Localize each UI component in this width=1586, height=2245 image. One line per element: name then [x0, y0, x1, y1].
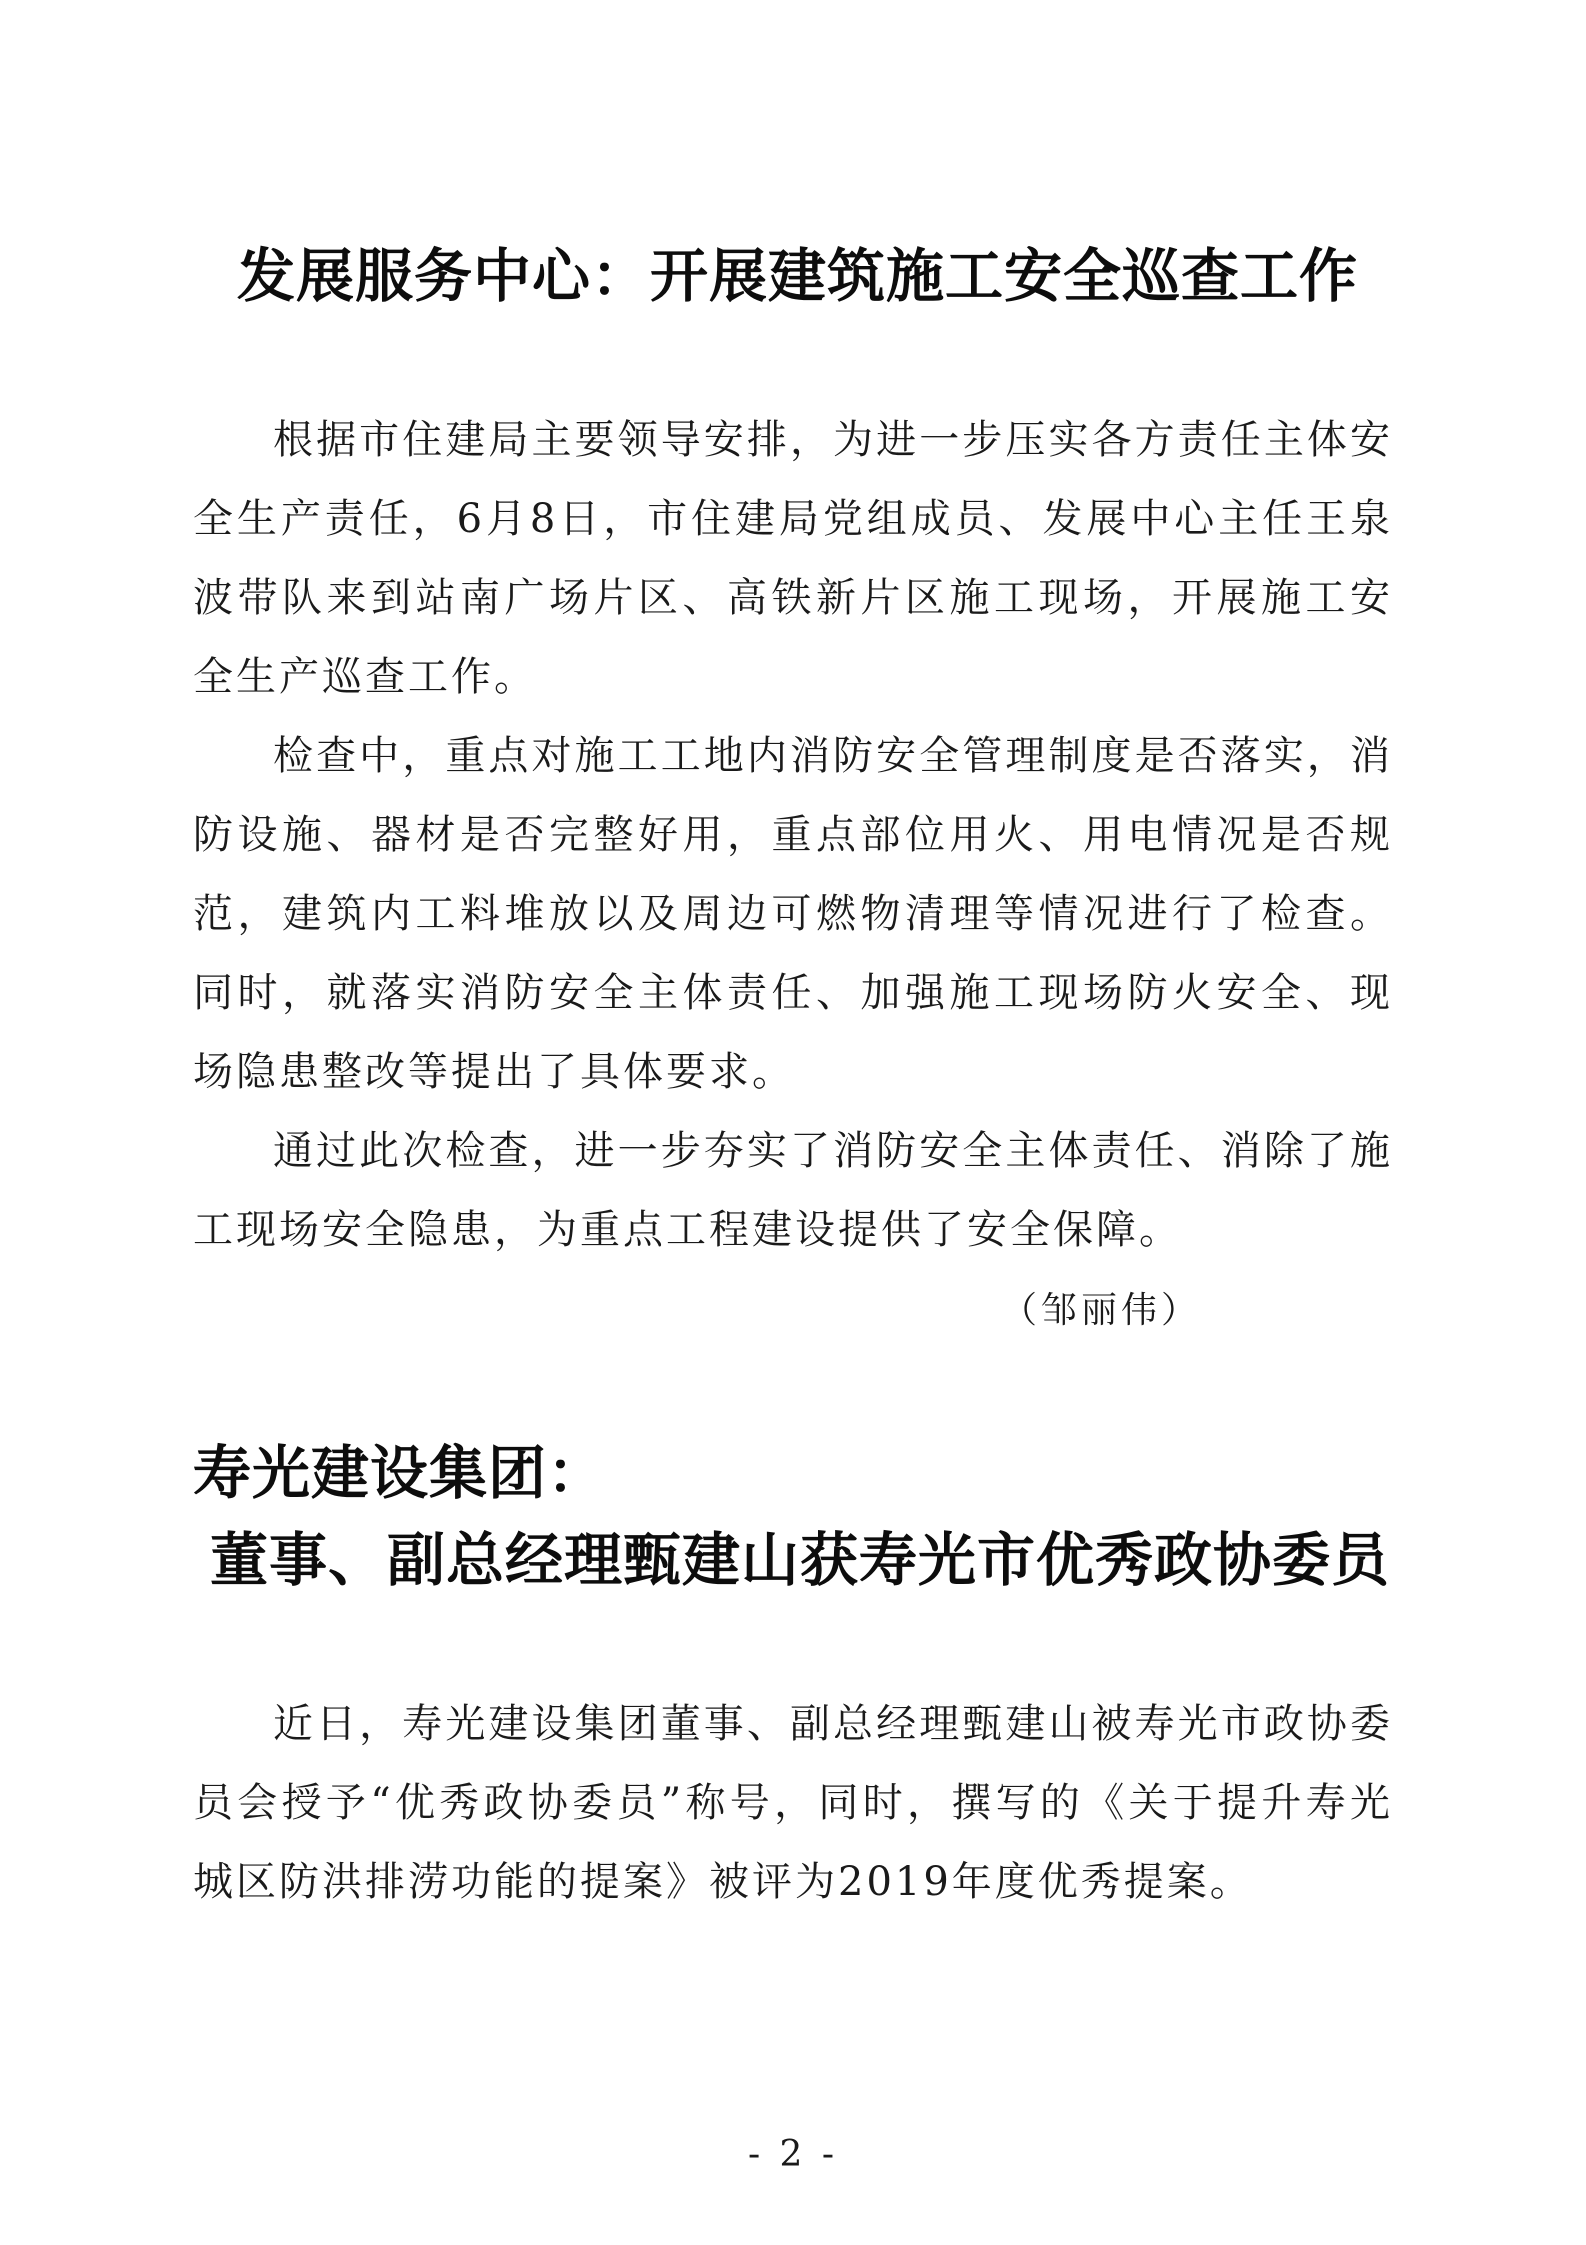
article1-paragraph-3: 通过此次检查，进一步夯实了消防安全主体责任、消除了施工现场安全隐患，为重点工程建设提供了安全保障。 [193, 1128, 1393, 1253]
page-number: - 2 - [747, 2134, 839, 2175]
article1-paragraph-1: 根据市住建局主要领导安排，为进一步压实各方责任主体安全生产责任，6月8日，市住建局党组成员、发展中心主任王泉波带队来到站南广场片区、高铁新片区施工现场，开展施工安全生产巡查工作。 [193, 417, 1393, 700]
article2-title-line1: 寿光建设集团： [193, 1439, 607, 1507]
article1-paragraph-2: 检查中，重点对施工工地内消防安全管理制度是否落实，消防设施、器材是否完整好用，重点部位用火、用电情况是否规范，建筑内工料堆放以及周边可燃物清理等情况进行了检查。同时，就落实消防安全主体责任、加强施工现场防火安全、现场隐患整改等提出了具体要求。 [193, 733, 1393, 1095]
article1-byline: （邹丽伟） [1000, 1290, 1201, 1331]
article2-title-line2: 董事、副总经理甄建山获寿光市优秀政协委员 [210, 1526, 1391, 1594]
article1-title: 发展服务中心：开展建筑施工安全巡查工作 [237, 242, 1359, 310]
article2-paragraph-1: 近日，寿光建设集团董事、副总经理甄建山被寿光市政协委员会授予“优秀政协委员”称号，同时，撰写的《关于提升寿光城区防洪排涝功能的提案》被评为2019年度优秀提案。 [193, 1701, 1393, 1905]
